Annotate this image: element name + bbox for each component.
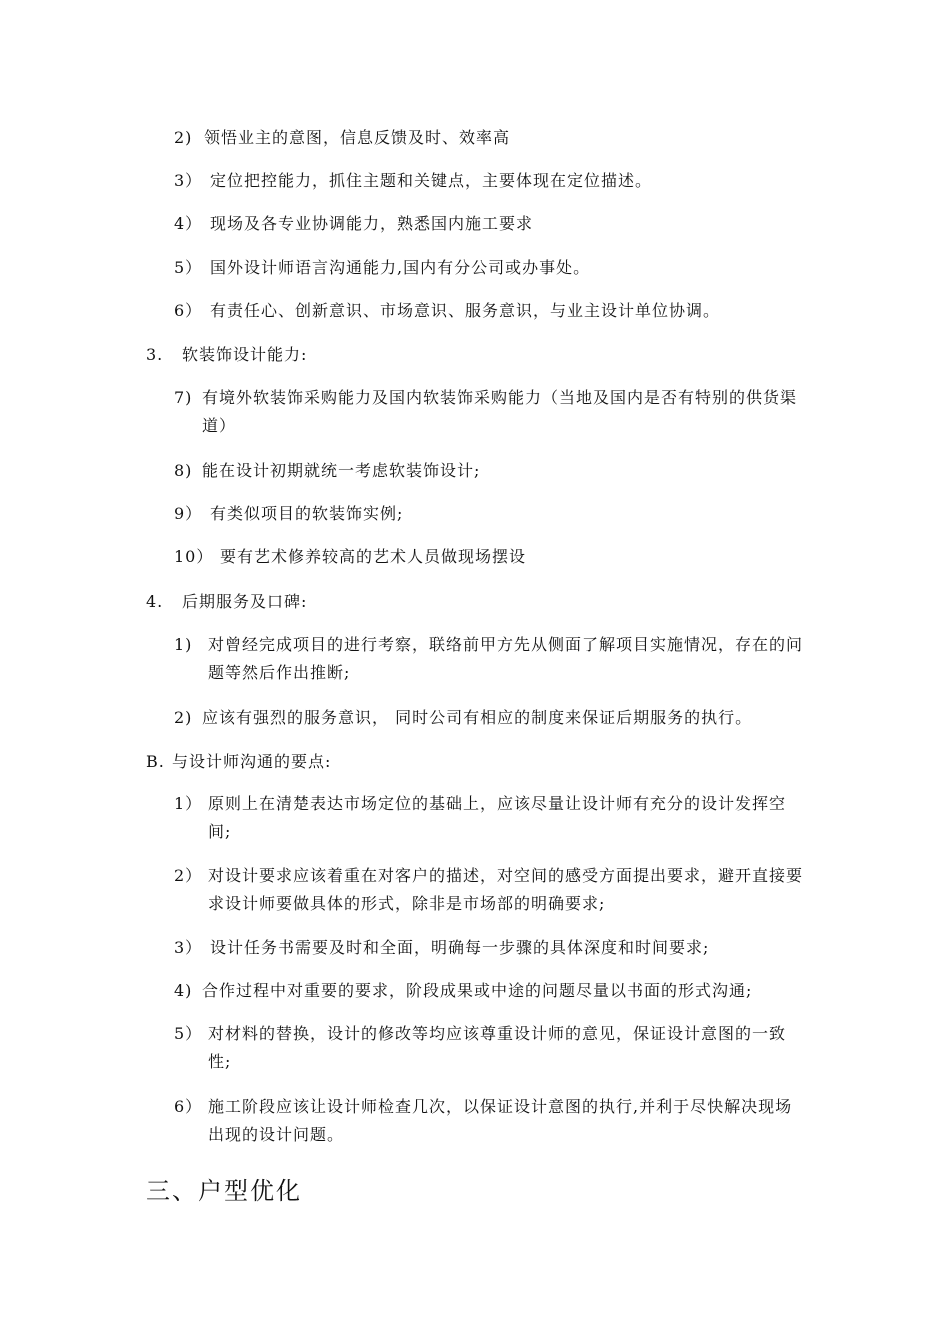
list-item-text: 对曾经完成项目的进行考察，联络前甲方先从侧面了解项目实施情况，存在的问题等然后作出推断;: [208, 635, 804, 682]
list-item: [174, 934, 850, 962]
list-item-number: 5）: [174, 258, 203, 277]
list-item-text: 要有艺术修养较高的艺术人员做现场摆设: [220, 547, 527, 566]
list-item: [174, 167, 850, 195]
list-item-text: 对材料的替换，设计的修改等均应该尊重设计师的意见，保证设计意图的一致性;: [208, 1024, 787, 1071]
list-item-number: 10）: [174, 547, 214, 566]
list-item: [174, 210, 850, 238]
list-item-text: 有类似项目的软装饰实例;: [210, 504, 404, 523]
list-item-text: 定位把控能力，抓住主题和关键点，主要体现在定位描述。: [210, 171, 653, 190]
list-item-number: 5）: [174, 1024, 203, 1043]
list-item-number: 7): [174, 388, 193, 407]
section-heading: [146, 592, 307, 612]
section-title: 后期服务及口碑:: [182, 592, 308, 611]
list-item-number: 3）: [174, 938, 203, 957]
list-item: [174, 1020, 804, 1076]
list-item-text: 现场及各专业协调能力，熟悉国内施工要求: [210, 214, 534, 233]
list-item-number: 4）: [174, 214, 203, 233]
list-item: [174, 862, 804, 918]
list-item: [174, 704, 842, 732]
list-item: [174, 297, 850, 325]
list-item-number: 2): [174, 128, 193, 147]
list-item-number: 9）: [174, 504, 203, 523]
list-item-number: 2）: [174, 866, 203, 885]
list-item-text: 施工阶段应该让设计师检查几次，以保证设计意图的执行,并利于尽快解决现场出现的设计问题。: [208, 1097, 793, 1144]
list-item-text: 设计任务书需要及时和全面，明确每一步骤的具体深度和时间要求;: [210, 938, 710, 957]
list-item-number: 6）: [174, 301, 203, 320]
section-title: 与设计师沟通的要点:: [172, 752, 332, 771]
list-item: [174, 500, 850, 528]
list-item-text: 对设计要求应该着重在对客户的描述，对空间的感受方面提出要求，避开直接要求设计师要做具体的形式，除非是市场部的明确要求;: [208, 866, 804, 913]
section-number: B.: [146, 752, 165, 771]
list-item: [174, 631, 804, 687]
list-item-text: 有境外软装饰采购能力及国内软装饰采购能力（当地及国内是否有特别的供货渠道）: [202, 388, 798, 435]
list-item-number: 6）: [174, 1097, 203, 1116]
list-item: [174, 457, 842, 485]
list-item: [174, 254, 850, 282]
list-item-text: 领悟业主的意图，信息反馈及时、效率高: [204, 128, 511, 147]
list-item-number: 2): [174, 708, 193, 727]
list-item: [174, 543, 860, 571]
list-item-text: 有责任心、创新意识、市场意识、服务意识，与业主设计单位协调。: [210, 301, 721, 320]
section-number: 3.: [146, 345, 164, 364]
list-item-number: 1）: [174, 794, 203, 813]
list-item-number: 4): [174, 981, 193, 1000]
section-heading: [146, 752, 331, 772]
list-item: [174, 1093, 804, 1149]
list-item-number: 1): [174, 635, 193, 654]
list-item: [174, 384, 810, 440]
list-item-text: 应该有强烈的服务意识， 同时公司有相应的制度来保证后期服务的执行。: [202, 708, 753, 727]
list-item: [174, 977, 842, 1005]
list-item-text: 能在设计初期就统一考虑软装饰设计;: [202, 461, 481, 480]
section-title: 软装饰设计能力:: [182, 345, 308, 364]
section-number: 4.: [146, 592, 164, 611]
list-item-text: 国外设计师语言沟通能力,国内有分公司或办事处。: [210, 258, 591, 277]
chapter-heading: 三、户型优化: [146, 1177, 302, 1205]
list-item: [174, 124, 844, 152]
section-heading: [146, 345, 307, 365]
list-item: [174, 790, 804, 846]
list-item-text: 原则上在清楚表达市场定位的基础上，应该尽量让设计师有充分的设计发挥空间;: [208, 794, 787, 841]
list-item-number: 8): [174, 461, 193, 480]
list-item-number: 3）: [174, 171, 203, 190]
list-item-text: 合作过程中对重要的要求，阶段成果或中途的问题尽量以书面的形式沟通;: [202, 981, 753, 1000]
